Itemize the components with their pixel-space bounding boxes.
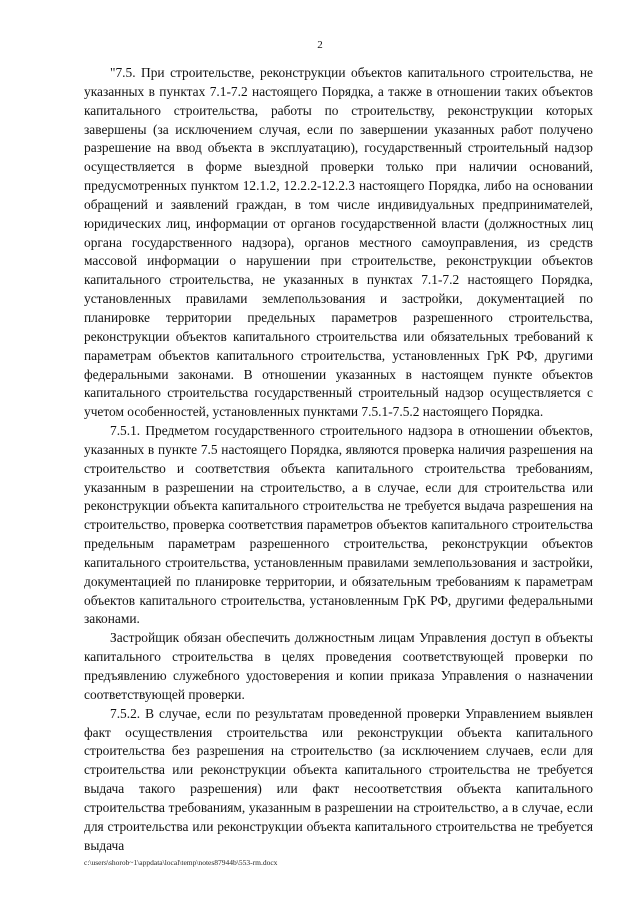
paragraph-7-5-1: 7.5.1. Предметом государственного строительного надзора в отношении объектов, указанных в пункте 7.5 настоящего Порядка, являются проверка наличия разрешения на строительство и соответствия объекта капитального строительства требованиям, указанным в разрешении на строительство, а в случае, если для строительства или реконструкции объекта капитального строительства не требуется выдача разрешения на строительство, проверка соответствия параметров объектов капитального строительства предельным параметрам разрешенного строительства, реконструкции объектов капитального строительства, установленным правилами землепользования и застройки, документацией по планировке территории, и обязательным требованиям к параметрам объектов капитального строительства, установленным ГрК РФ, другими федеральными законами. [84, 423, 593, 627]
page-number: 2 [317, 39, 323, 51]
document-body [84, 64, 593, 855]
paragraph-developer-obligation: Застройщик обязан обеспечить должностным лицам Управления доступ в объекты капитального строительства в целях проведения соответствующей проверки по предъявлению служебного удостоверения и копии приказа Управления о назначении соответствующей проверки. [84, 630, 593, 702]
footer-file-path: c:\users\shorob~1\appdata\local\temp\notes87944b\553-rm.docx [84, 858, 278, 867]
paragraph-7-5-2: 7.5.2. В случае, если по результатам проведенной проверки Управлением выявлен факт осуществления строительства или реконструкции объекта капитального строительства без разрешения на строительство (за исключением случаев, если для строительства или реконструкции объекта капитального строительства не требуется выдача такого разрешения) или факт несоответствия объекта капитального строительства требованиям, указанным в разрешении на строительство, а в случае, если для строительства или реконструкции объекта капитального строительства не требуется выдача [84, 705, 593, 853]
paragraph-7-5: "7.5. При строительстве, реконструкции объектов капитального строительства, не указанных в пунктах 7.1-7.2 настоящего Порядка, а также в отношении таких объектов капитального строительства, работы по строительству, реконструкции которых завершены (за исключением случая, если по завершении указанных работ получено разрешение на ввод объекта в эксплуатацию), государственный строительный надзор осуществляется в форме выездной проверки только при наличии оснований, предусмотренных пунктом 12.1.2, 12.2.2-12.2.3 настоящего Порядка, либо на основании обращений и заявлений граждан, в том числе индивидуальных предпринимателей, юридических лиц, информации от органов государственной власти (должностных лиц органа государственного надзора), органов местного самоуправления, из средств массовой информации о нарушении при строительстве, реконструкции объектов капитального строительства, не указанных в пунктах 7.1-7.2 настоящего Порядка, установленных правилами землепользования и застройки, документацией по планировке территории предельных параметров разрешенного строительства, реконструкции объектов капитального строительства или обязательных требований к параметрам объектов капитального строительства, установленных ГрК РФ, другими федеральными законами. В отношении указанных в настоящем пункте объектов капитального строительства государственный строительный надзор осуществляется с учетом особенностей, установленных пунктами 7.5.1-7.5.2 настоящего Порядка. [84, 65, 593, 420]
